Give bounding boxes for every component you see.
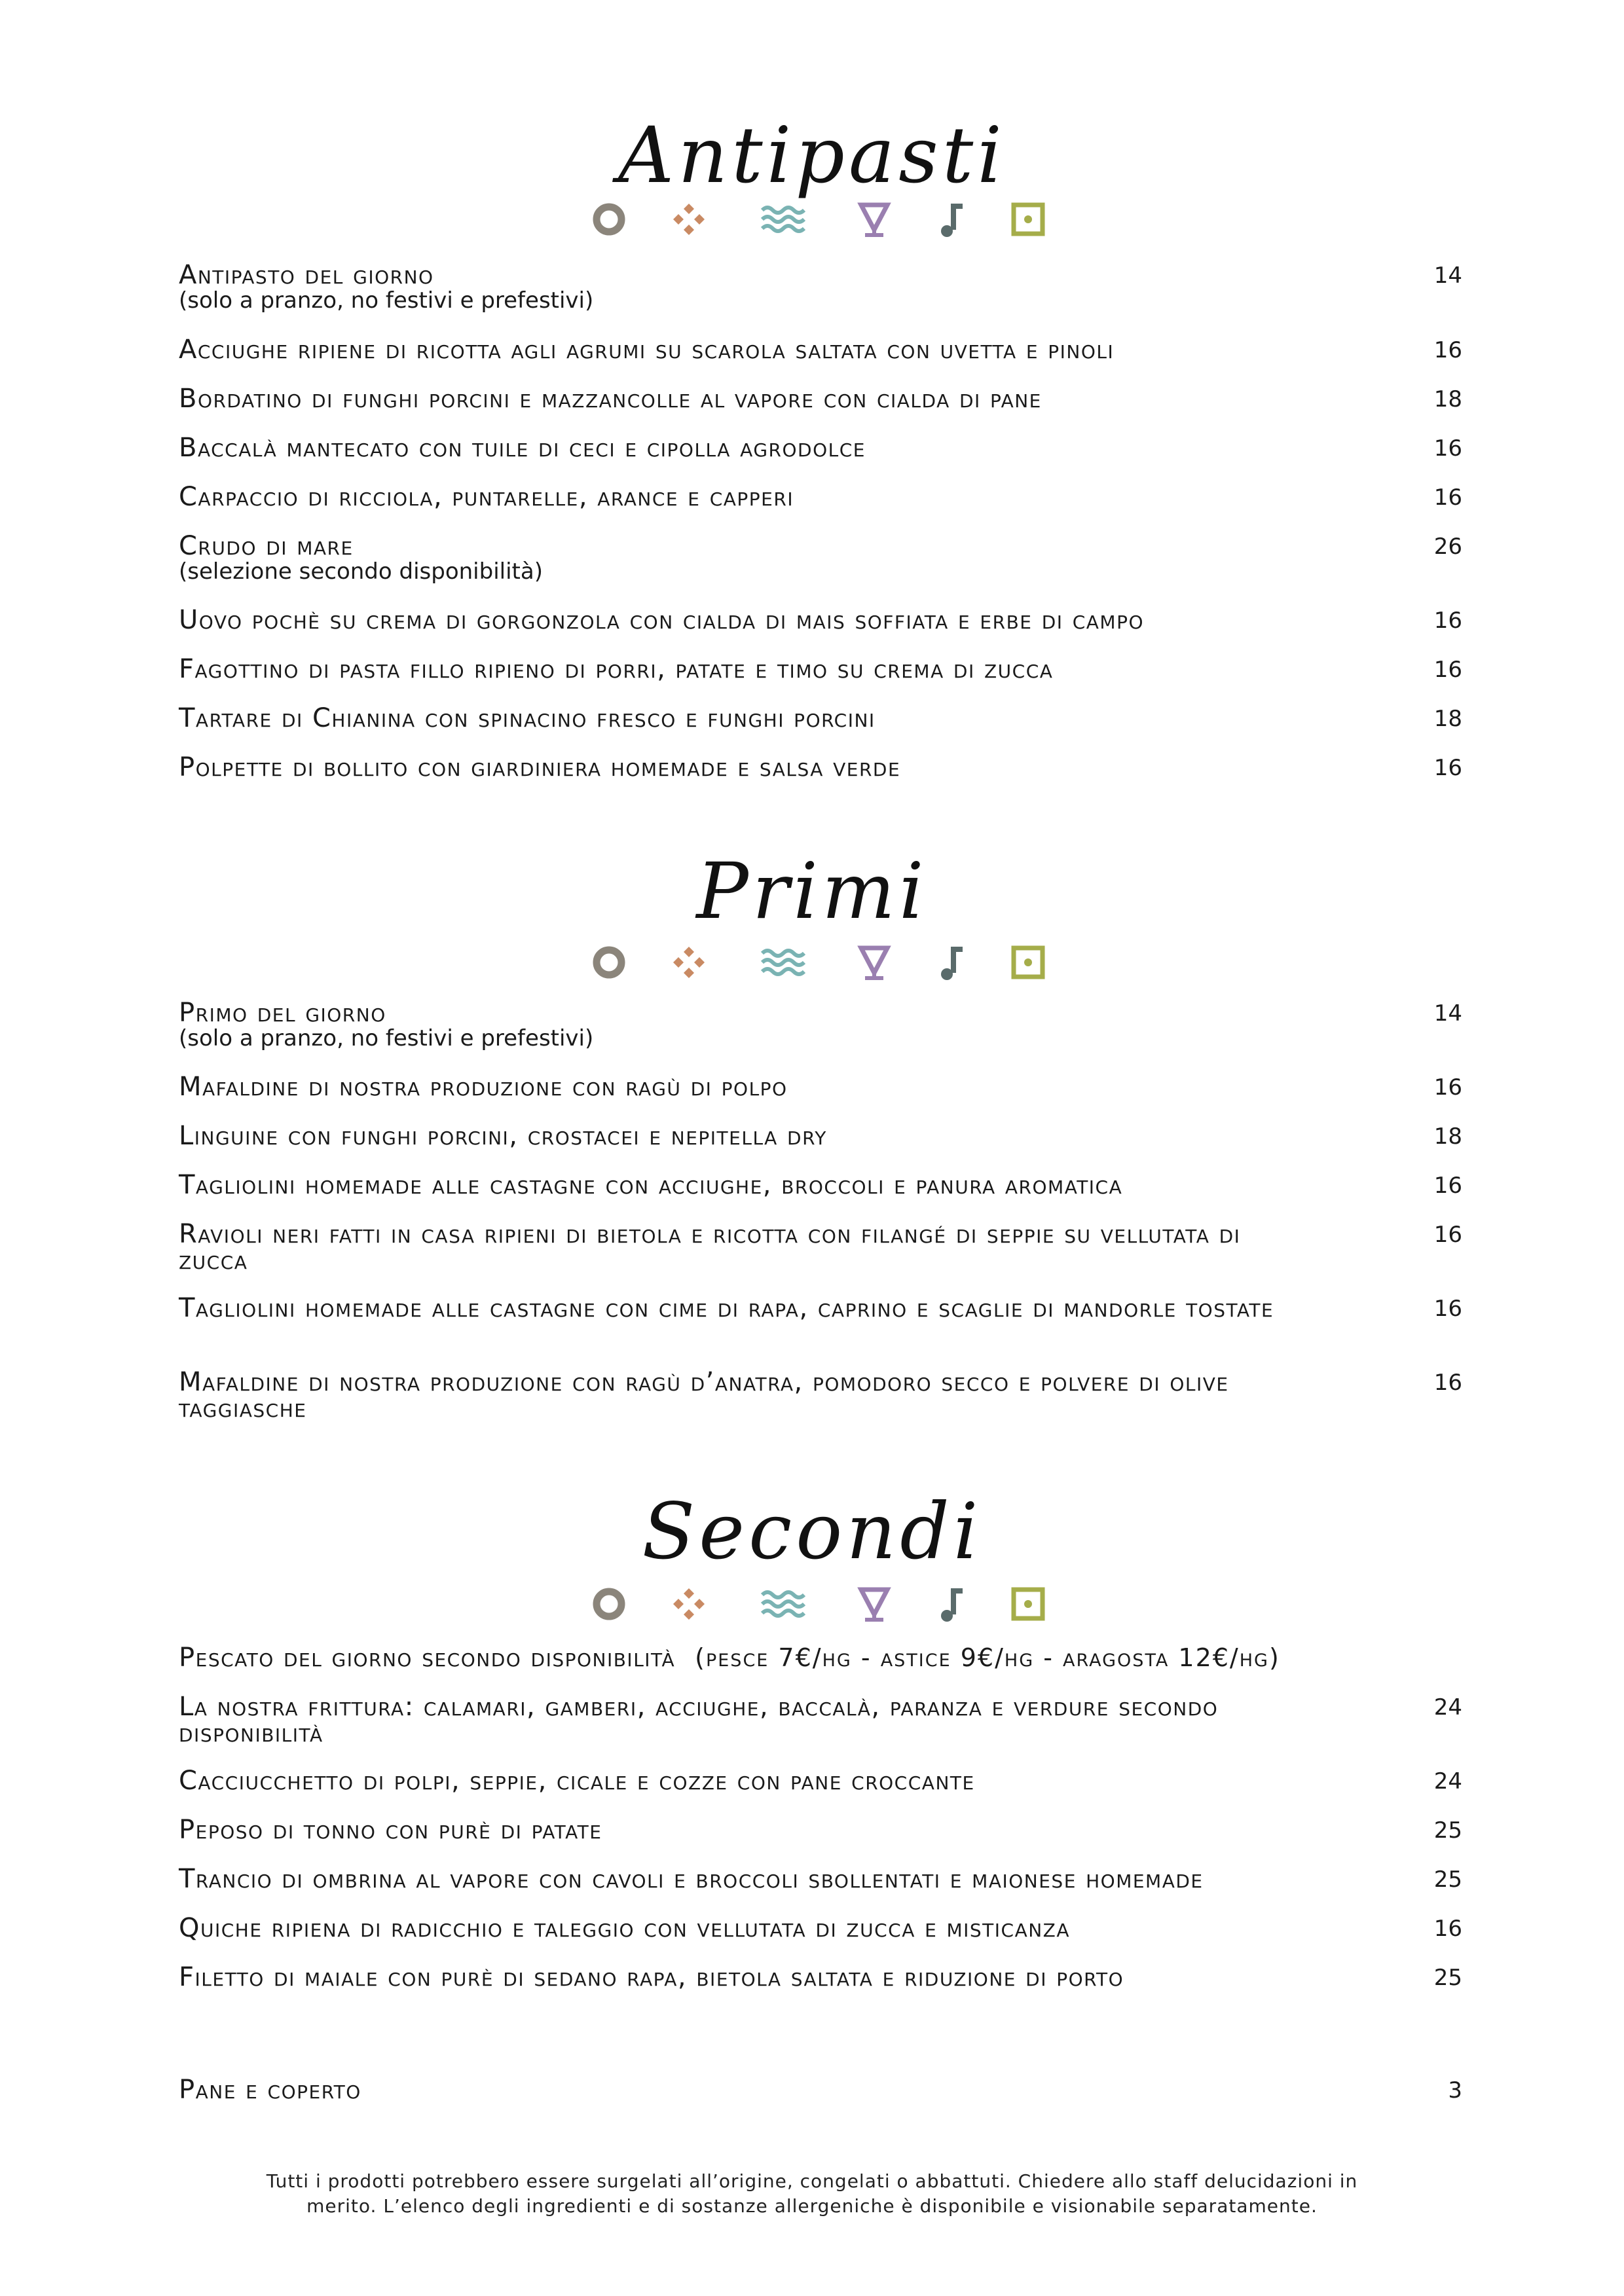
item-name: Acciughe ripiene di ricotta agli agrumi su scarola saltata con uvetta e pinoli <box>179 335 1115 365</box>
menu-item <box>179 337 1462 386</box>
menu-item <box>179 1694 1462 1768</box>
item-price: 16 <box>1433 1222 1462 1248</box>
item-name: Ravioli neri fatti in casa ripieni di bietola e ricotta con filangé di seppie su vellutata di zucca <box>179 1219 1241 1275</box>
item-name: Mafaldine di nostra produzione con ragù di polpo <box>179 1072 788 1102</box>
menu-item <box>179 484 1462 533</box>
item-price: 25 <box>1433 1817 1462 1844</box>
ornament-row <box>0 943 1624 985</box>
allergen-disclaimer <box>0 2169 1624 2219</box>
waves-icon <box>760 1584 799 1624</box>
item-price: 14 <box>1433 1000 1462 1027</box>
item-price: 26 <box>1433 534 1462 560</box>
menu-item <box>179 1866 1462 1915</box>
pescato-prices: (pesce 7€/hg - astice 9€/hg - aragosta 12€/hg) <box>695 1643 1280 1672</box>
menu-item <box>179 2077 1462 2116</box>
menu-item <box>179 1369 1462 1421</box>
item-price: 16 <box>1433 608 1462 634</box>
item-price: 16 <box>1433 484 1462 511</box>
menu-item <box>179 1915 1462 1964</box>
menu-item <box>179 1123 1462 1172</box>
item-price: 14 <box>1433 263 1462 289</box>
diamonds-icon <box>669 943 709 982</box>
item-name <box>179 1645 1462 1671</box>
ornament-row <box>0 200 1624 242</box>
primi-list <box>179 1000 1462 1421</box>
menu-item <box>179 1964 1462 2013</box>
music-note-icon <box>930 1584 969 1624</box>
item-name: Primo del giorno <box>179 998 386 1028</box>
item-price: 18 <box>1433 386 1462 412</box>
item-name: Trancio di ombrina al vapore con cavoli e broccoli sbollentati e maionese homemade <box>179 1864 1204 1894</box>
item-price: 24 <box>1433 1694 1462 1721</box>
menu-item <box>179 754 1462 803</box>
item-name: Tartare di Chianina con spinacino fresco e funghi porcini <box>179 703 876 733</box>
menu-item <box>179 533 1462 607</box>
dotted-square-icon <box>1008 200 1048 239</box>
item-name: Crudo di mare <box>179 531 354 561</box>
item-name: Tagliolini homemade alle castagne con acciughe, broccoli e panura aromatica <box>179 1170 1123 1200</box>
section-title-antipasti: Antipasti <box>618 110 1006 200</box>
item-price: 25 <box>1433 1965 1462 1991</box>
glass-icon <box>855 1584 894 1624</box>
item-name: Antipasto del giorno <box>179 260 434 290</box>
item-note: (solo a pranzo, no festivi e prefestivi) <box>179 1025 594 1051</box>
diamonds-icon <box>669 1584 709 1624</box>
menu-item <box>179 262 1462 337</box>
dotted-square-icon <box>1008 1584 1048 1624</box>
menu-item <box>179 386 1462 435</box>
section-title-primi: Primi <box>696 846 928 936</box>
menu-item <box>179 656 1462 705</box>
item-note: (selezione secondo disponibilità) <box>179 558 543 585</box>
antipasti-list <box>179 262 1462 803</box>
item-price: 16 <box>1433 1074 1462 1101</box>
item-price: 24 <box>1433 1768 1462 1795</box>
menu-item <box>179 1768 1462 1817</box>
item-note: (solo a pranzo, no festivi e prefestivi) <box>179 287 594 314</box>
waves-icon <box>760 943 799 982</box>
item-price: 16 <box>1433 1296 1462 1322</box>
menu-item <box>179 1000 1462 1074</box>
glass-icon <box>855 943 894 982</box>
diamonds-icon <box>669 200 709 239</box>
item-price: 16 <box>1433 657 1462 683</box>
item-price: 25 <box>1433 1867 1462 1893</box>
disclaimer-line-1: Tutti i prodotti potrebbero essere surgelati all’origine, congelati o abbattuti. Chiedere allo staff delucidazioni in <box>266 2170 1358 2192</box>
menu-item <box>179 1221 1462 1295</box>
ornament-row <box>0 1584 1624 1626</box>
item-price: 3 <box>1448 2077 1462 2104</box>
music-note-icon <box>930 943 969 982</box>
item-price: 16 <box>1433 1370 1462 1396</box>
menu-item <box>179 1172 1462 1221</box>
item-name: Pane e coperto <box>179 2075 361 2105</box>
menu-item <box>179 705 1462 754</box>
item-name: Quiche ripiena di radicchio e taleggio con vellutata di zucca e misticanza <box>179 1913 1071 1943</box>
item-name: La nostra frittura: calamari, gamberi, acciughe, baccalà, paranza e verdure secondo disponibilità <box>179 1692 1219 1748</box>
ring-icon <box>589 200 629 239</box>
item-price: 16 <box>1433 1916 1462 1942</box>
item-name: Linguine con funghi porcini, crostacei e nepitella dry <box>179 1121 827 1151</box>
item-name: Carpaccio di ricciola, puntarelle, arance e capperi <box>179 482 794 512</box>
item-name: Uovo pochè su crema di gorgonzola con cialda di mais soffiata e erbe di campo <box>179 605 1145 635</box>
item-name: Filetto di maiale con purè di sedano rapa, bietola saltata e riduzione di porto <box>179 1962 1124 1992</box>
disclaimer-line-2: merito. L’elenco degli ingredienti e di sostanze allergeniche è disponibile e visionabile separatamente. <box>306 2195 1318 2217</box>
item-name: Cacciucchetto di polpi, seppie, cicale e cozze con pane croccante <box>179 1766 975 1796</box>
waves-icon <box>760 200 799 239</box>
item-name: Bordatino di funghi porcini e mazzancolle al vapore con cialda di pane <box>179 384 1042 414</box>
menu-item <box>179 607 1462 656</box>
menu-item <box>179 1074 1462 1123</box>
section-title-secondi: Secondi <box>642 1486 982 1576</box>
item-name: Polpette di bollito con giardiniera homemade e salsa verde <box>179 752 901 782</box>
dotted-square-icon <box>1008 943 1048 982</box>
item-name: Peposo di tonno con purè di patate <box>179 1815 602 1845</box>
coperto-row <box>179 2077 1462 2116</box>
item-price: 16 <box>1433 337 1462 363</box>
menu-item <box>179 1645 1462 1694</box>
menu-item <box>179 435 1462 484</box>
item-name: Tagliolini homemade alle castagne con cime di rapa, caprino e scaglie di mandorle tostate <box>179 1293 1274 1323</box>
item-price: 18 <box>1433 1123 1462 1150</box>
item-name: Baccalà mantecato con tuile di ceci e cipolla agrodolce <box>179 433 866 463</box>
item-price: 16 <box>1433 755 1462 781</box>
music-note-icon <box>930 200 969 239</box>
ring-icon <box>589 1584 629 1624</box>
glass-icon <box>855 200 894 239</box>
item-name: Mafaldine di nostra produzione con ragù d’anatra, pomodoro secco e polvere di olive taggiasche <box>179 1367 1229 1423</box>
item-price: 18 <box>1433 706 1462 732</box>
item-name: Fagottino di pasta fillo ripieno di porri, patate e timo su crema di zucca <box>179 654 1054 684</box>
item-price: 16 <box>1433 435 1462 462</box>
item-price: 16 <box>1433 1173 1462 1199</box>
pescato-name: Pescato del giorno secondo disponibilità <box>179 1643 676 1673</box>
menu-item <box>179 1295 1462 1369</box>
menu-item <box>179 1817 1462 1866</box>
secondi-list <box>179 1645 1462 2013</box>
ring-icon <box>589 943 629 982</box>
